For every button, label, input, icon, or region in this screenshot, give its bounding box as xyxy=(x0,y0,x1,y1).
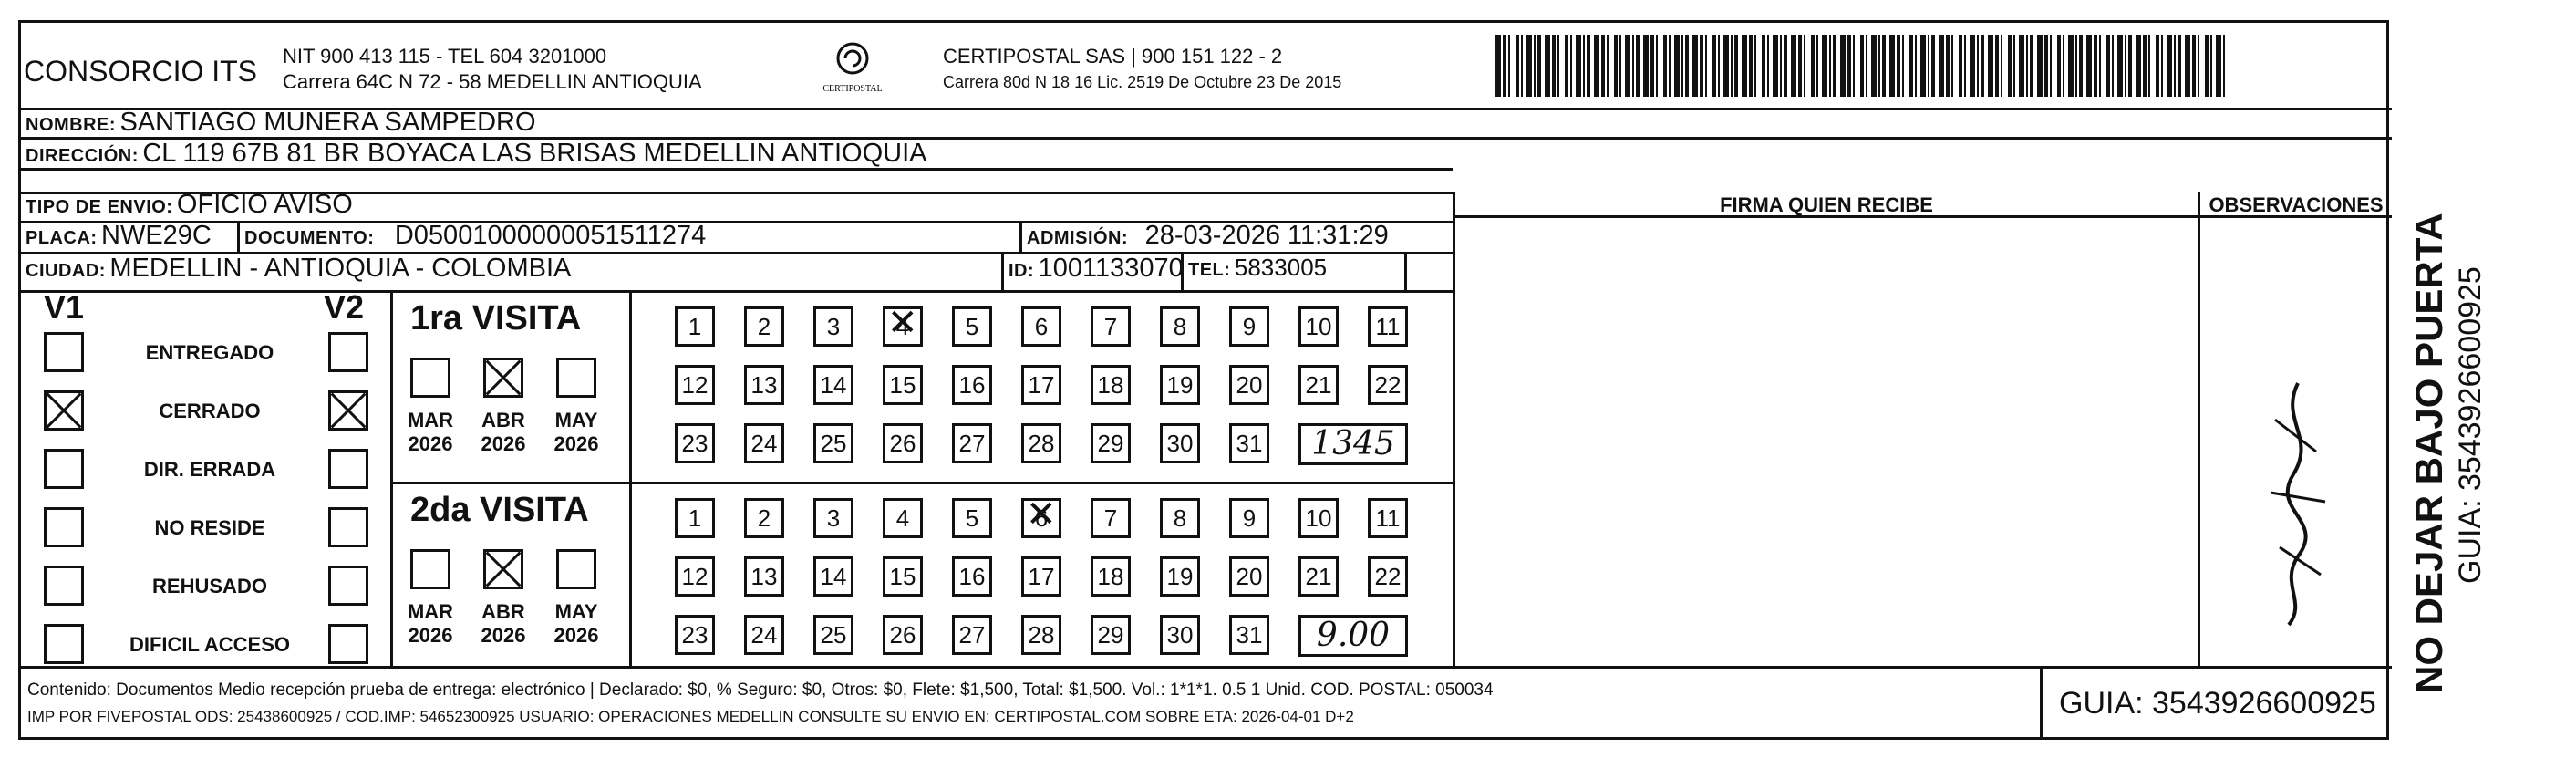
barcode-bar xyxy=(1594,35,1599,97)
month-label xyxy=(403,409,458,456)
day-box[interactable]: 2 xyxy=(744,306,784,347)
barcode-bar xyxy=(1619,35,1621,97)
day-box[interactable]: 26 xyxy=(883,615,923,655)
day-box[interactable]: 30 xyxy=(1160,423,1200,463)
day-box[interactable]: 6 ✕ xyxy=(1021,498,1061,538)
month-label xyxy=(549,409,604,456)
barcode-bar xyxy=(1882,35,1886,97)
day-box[interactable]: 6 xyxy=(1021,306,1061,347)
barcode-bar xyxy=(2112,35,2114,97)
v1-checkbox[interactable] xyxy=(44,566,84,606)
month-label xyxy=(549,600,604,648)
barcode-bar xyxy=(1833,35,1836,97)
barcode-bar xyxy=(1977,35,1979,97)
barcode-bar xyxy=(1669,35,1671,97)
barcode-bar xyxy=(2136,35,2141,97)
month-checkbox[interactable] xyxy=(556,549,596,589)
day-box[interactable]: 18 xyxy=(1091,365,1131,405)
month-label xyxy=(476,600,531,648)
tipo-row xyxy=(26,190,353,220)
visit-title: 1ra VISITA xyxy=(410,299,582,338)
month-checkbox[interactable] xyxy=(556,358,596,398)
tel-field xyxy=(1188,254,1327,282)
day-box[interactable]: 11 xyxy=(1368,498,1408,538)
day-box[interactable]: 27 xyxy=(952,615,992,655)
day-box[interactable]: 22 xyxy=(1368,365,1408,405)
day-box[interactable]: 29 xyxy=(1091,423,1131,463)
no-dejar-warning: NO DEJAR BAJO PUERTA xyxy=(2407,213,2450,693)
footer-guia: GUIA: 3543926600925 xyxy=(2059,686,2376,721)
day-box[interactable]: 19 xyxy=(1160,365,1200,405)
day-box[interactable]: 8 xyxy=(1160,306,1200,347)
v2-checkbox[interactable] xyxy=(328,566,368,606)
barcode-bar xyxy=(2117,35,2123,97)
barcode-bar xyxy=(1939,35,1944,97)
v1-checkbox[interactable] xyxy=(44,624,84,664)
barcode-bar xyxy=(2223,35,2225,97)
barcode-bar xyxy=(2216,35,2221,97)
barcode-bar xyxy=(1784,35,1787,97)
barcode-bar xyxy=(2128,35,2132,97)
barcode-bar xyxy=(1587,35,1590,97)
barcode-bar xyxy=(2161,35,2163,97)
barcode-bar xyxy=(1723,35,1729,97)
barcode-bar xyxy=(2026,35,2028,97)
barcode-bar xyxy=(2198,35,2199,97)
direccion-value: CL 119 67B 81 BR BOYACA LAS BRISAS MEDELLIN ANTIOQUIA xyxy=(142,139,927,168)
barcode-bar xyxy=(1663,35,1667,97)
admision-value: 28-03-2026 11:31:29 xyxy=(1144,221,1389,250)
status-label: DIR. ERRADA xyxy=(143,458,276,481)
barcode-bar xyxy=(1840,35,1846,97)
barcode-bar xyxy=(1495,35,1501,97)
day-box[interactable]: 13 xyxy=(744,556,784,597)
barcode-bar xyxy=(1909,35,1913,97)
barcode-bar xyxy=(1570,35,1572,97)
barcode-bar xyxy=(1712,35,1716,97)
ciudad-field xyxy=(26,254,571,284)
barcode-bar xyxy=(2174,35,2176,97)
barcode-bar xyxy=(1749,35,1753,97)
v2-checkbox[interactable] xyxy=(328,449,368,489)
day-box[interactable]: 24 xyxy=(744,423,784,463)
day-box[interactable]: 21 xyxy=(1298,365,1339,405)
barcode-bar xyxy=(1995,35,1999,97)
nombre-value: SANTIAGO MUNERA SAMPEDRO xyxy=(119,108,536,137)
direccion-row xyxy=(26,139,927,169)
day-box[interactable]: 17 xyxy=(1021,556,1061,597)
barcode-bar xyxy=(2148,35,2150,97)
barcode-bar xyxy=(2185,35,2190,97)
handwritten-time: 9.00 xyxy=(1298,615,1408,657)
day-box[interactable]: 29 xyxy=(1091,615,1131,655)
status-label: NO RESIDE xyxy=(154,516,265,539)
barcode-bar xyxy=(1674,35,1680,97)
footer-line-2: IMP POR FIVEPOSTAL ODS: 25438600925 / COD.IMP: 54652300925 USUARIO: OPERACIONES MEDELLIN CONSULTE SU ENVIO EN: CERTIPOSTAL.COM SOBRE ETA: 2026-04-01 D+2 xyxy=(27,708,1354,725)
barcode-bar xyxy=(1767,35,1769,97)
month-name: MAY xyxy=(554,600,598,623)
tel-value: 5833005 xyxy=(1234,254,1328,281)
placa-label: PLACA: xyxy=(26,228,98,248)
day-box[interactable]: 27 xyxy=(952,423,992,463)
documento-label: DOCUMENTO: xyxy=(244,228,375,248)
barcode-bar xyxy=(1731,35,1733,97)
day-box[interactable]: 12 xyxy=(675,556,715,597)
barcode-bar xyxy=(2156,35,2159,97)
barcode-bar xyxy=(1718,35,1720,97)
day-box[interactable]: 19 xyxy=(1160,556,1200,597)
barcode-bar xyxy=(1607,35,1609,97)
barcode-bar xyxy=(1557,35,1559,97)
observaciones-header: OBSERVACIONES xyxy=(2209,193,2384,216)
day-box[interactable]: 2 xyxy=(744,498,784,538)
day-box[interactable]: 24 xyxy=(744,615,784,655)
v1-checkbox[interactable] xyxy=(44,507,84,547)
barcode-bar xyxy=(1964,35,1966,97)
barcode-bar xyxy=(1946,35,1950,97)
month-year: 2026 xyxy=(408,624,453,647)
barcode-bar xyxy=(2044,35,2048,97)
barcode-bar xyxy=(1816,35,1818,97)
barcode-bar xyxy=(2050,35,2052,97)
barcode-bar xyxy=(2094,35,2097,97)
barcode-bar xyxy=(1625,35,1630,97)
barcode-bar xyxy=(1959,35,1962,97)
month-label xyxy=(476,409,531,456)
barcode-bar xyxy=(2099,35,2101,97)
id-value: 1001133070 xyxy=(1038,254,1184,283)
barcode-bar xyxy=(1656,35,1658,97)
barcode-bar xyxy=(1508,35,1510,97)
barcode-bar xyxy=(1871,35,1877,97)
tel-label: TEL: xyxy=(1188,260,1231,280)
documento-field xyxy=(244,221,706,251)
day-box[interactable]: 15 xyxy=(883,556,923,597)
certipostal-logo-icon xyxy=(812,38,894,97)
barcode-bar xyxy=(1576,35,1581,97)
tipo-value: OFICIO AVISO xyxy=(176,190,353,219)
day-box[interactable]: 28 xyxy=(1021,423,1061,463)
barcode-bar xyxy=(1847,35,1851,97)
month-year: 2026 xyxy=(481,432,526,455)
v1-checkbox[interactable] xyxy=(44,332,84,372)
barcode-bar xyxy=(1811,35,1815,97)
month-name: MAR xyxy=(407,600,454,623)
barcode-bar xyxy=(2106,35,2110,97)
barcode-bar xyxy=(1981,35,1984,97)
day-box[interactable]: 5 xyxy=(952,498,992,538)
barcode-bar xyxy=(1503,35,1506,97)
barcode-bar xyxy=(2068,35,2074,97)
barcode-bar xyxy=(1650,35,1654,97)
barcode-bar xyxy=(1860,35,1864,97)
day-box[interactable]: 14 xyxy=(813,365,853,405)
certi-line: CERTIPOSTAL SAS | 900 151 122 - 2 xyxy=(943,45,1283,68)
barcode-bar xyxy=(2210,35,2212,97)
barcode-bar xyxy=(1773,35,1778,97)
placa-field xyxy=(26,221,212,251)
month-name: MAY xyxy=(554,409,598,431)
handwritten-time: 1345 xyxy=(1298,423,1408,465)
admision-label: ADMISIÓN: xyxy=(1027,228,1129,248)
day-box[interactable]: 10 xyxy=(1298,306,1339,347)
barcode-bar xyxy=(1762,35,1765,97)
barcode-bar xyxy=(2192,35,2196,97)
barcode-bar xyxy=(1526,35,1532,97)
month-checkbox[interactable] xyxy=(410,549,450,589)
barcode-bar xyxy=(1754,35,1756,97)
barcode-bar xyxy=(1583,35,1585,97)
day-box[interactable]: 8 xyxy=(1160,498,1200,538)
day-box[interactable]: 28 xyxy=(1021,615,1061,655)
day-box[interactable]: 9 xyxy=(1229,306,1269,347)
ciudad-label: CIUDAD: xyxy=(26,261,106,281)
barcode-bar xyxy=(2167,35,2172,97)
barcode-bar xyxy=(1780,35,1782,97)
barcode-bar xyxy=(2205,35,2209,97)
day-box[interactable]: 9 xyxy=(1229,498,1269,538)
day-box[interactable]: 30 xyxy=(1160,615,1200,655)
barcode-bar xyxy=(1521,35,1523,97)
certipostal-info xyxy=(943,44,1341,95)
barcode-bar xyxy=(1853,35,1855,97)
barcode-bar xyxy=(2030,35,2033,97)
barcode-bar xyxy=(1601,35,1605,97)
visit-title: 2da VISITA xyxy=(410,491,589,529)
month-year: 2026 xyxy=(481,624,526,647)
company-info xyxy=(283,44,702,95)
placa-value: NWE29C xyxy=(101,221,212,250)
admision-field xyxy=(1027,221,1389,251)
barcode-bar xyxy=(2079,35,2083,97)
barcode-bar xyxy=(1804,35,1805,97)
day-box[interactable]: 23 xyxy=(675,615,715,655)
barcode-bar xyxy=(1920,35,1926,97)
day-box[interactable]: 1 xyxy=(675,306,715,347)
day-box[interactable]: 11 xyxy=(1368,306,1408,347)
day-box[interactable]: 4 ✕ xyxy=(883,306,923,347)
barcode-bar xyxy=(1915,35,1917,97)
id-label: ID: xyxy=(1009,261,1035,281)
month-name: ABR xyxy=(481,600,525,623)
month-year: 2026 xyxy=(553,432,599,455)
barcode-bar xyxy=(1516,35,1519,97)
barcode-bar xyxy=(1534,35,1536,97)
address-line: Carrera 64C N 72 - 58 MEDELLIN ANTIOQUIA xyxy=(283,70,702,93)
logo-text: CERTIPOSTAL xyxy=(822,84,883,94)
barcode xyxy=(1495,35,2225,97)
month-checkbox[interactable] xyxy=(483,549,523,589)
status-label: DIFICIL ACCESO xyxy=(129,633,290,656)
firma-header: FIRMA QUIEN RECIBE xyxy=(1720,193,1933,216)
documento-value: D05001000000051511274 xyxy=(394,221,707,250)
barcode-bar xyxy=(1636,35,1640,97)
status-label: REHUSADO xyxy=(152,575,267,597)
v1-header: V1 xyxy=(44,288,85,326)
barcode-bar xyxy=(1632,35,1634,97)
month-name: MAR xyxy=(407,409,454,431)
day-box[interactable]: 14 xyxy=(813,556,853,597)
barcode-bar xyxy=(1565,35,1568,97)
day-box[interactable]: 25 xyxy=(813,615,853,655)
barcode-bar xyxy=(2057,35,2061,97)
barcode-bar xyxy=(1614,35,1618,97)
footer-line-1: Contenido: Documentos Medio recepción prueba de entrega: electrónico | Declarado: $0, % Seguro: $0, Otros: $0, Flete: $1,500, Total: $1,500. Vol.: 1*1*1. 0.5 1 Unid. COD. POSTAL: 050034 xyxy=(27,680,1494,700)
day-box[interactable]: 10 xyxy=(1298,498,1339,538)
day-box[interactable]: 5 xyxy=(952,306,992,347)
barcode-bar xyxy=(1705,35,1707,97)
barcode-bar xyxy=(1791,35,1796,97)
barcode-bar xyxy=(1988,35,1993,97)
barcode-bar xyxy=(1897,35,1900,97)
month-checkbox[interactable] xyxy=(483,358,523,398)
day-box[interactable]: 4 xyxy=(883,498,923,538)
barcode-bar xyxy=(2001,35,2002,97)
barcode-bar xyxy=(1643,35,1649,97)
day-box[interactable]: 16 xyxy=(952,556,992,597)
certi-address: Carrera 80d N 18 16 Lic. 2519 De Octubre 23 De 2015 xyxy=(943,73,1342,91)
month-year: 2026 xyxy=(408,432,453,455)
barcode-bar xyxy=(2008,35,2012,97)
month-year: 2026 xyxy=(553,624,599,647)
barcode-bar xyxy=(1700,35,1703,97)
day-box[interactable]: 23 xyxy=(675,423,715,463)
day-box[interactable]: 7 xyxy=(1091,306,1131,347)
barcode-bar xyxy=(1822,35,1827,97)
barcode-bar xyxy=(1734,35,1738,97)
barcode-bar xyxy=(1692,35,1698,97)
day-box[interactable]: 16 xyxy=(952,365,992,405)
day-box[interactable]: 31 xyxy=(1229,615,1269,655)
barcode-bar xyxy=(1742,35,1747,97)
side-guia: GUIA: 3543926600925 xyxy=(2453,266,2488,584)
barcode-bar xyxy=(1681,35,1683,97)
tipo-label: TIPO DE ENVIO: xyxy=(26,197,173,217)
barcode-bar xyxy=(2125,35,2126,97)
day-box[interactable]: 1 xyxy=(675,498,715,538)
day-box[interactable]: 17 xyxy=(1021,365,1061,405)
barcode-bar xyxy=(1928,35,1929,97)
id-field xyxy=(1009,254,1184,284)
day-box[interactable]: 20 xyxy=(1229,365,1269,405)
barcode-bar xyxy=(2037,35,2043,97)
barcode-bar xyxy=(1889,35,1895,97)
signature xyxy=(2243,365,2353,629)
nombre-row xyxy=(26,108,536,138)
barcode-bar xyxy=(1951,35,1953,97)
v1-checkbox[interactable] xyxy=(44,449,84,489)
barcode-bar xyxy=(1866,35,1867,97)
barcode-bar xyxy=(2178,35,2181,97)
barcode-bar xyxy=(2013,35,2015,97)
ciudad-value: MEDELLIN - ANTIOQUIA - COLOMBIA xyxy=(109,254,572,283)
barcode-bar xyxy=(1685,35,1689,97)
month-checkbox[interactable] xyxy=(410,358,450,398)
status-label: ENTREGADO xyxy=(145,341,274,364)
nombre-label: NOMBRE: xyxy=(26,115,117,135)
day-box[interactable]: 18 xyxy=(1091,556,1131,597)
month-name: ABR xyxy=(481,409,525,431)
day-box[interactable]: 12 xyxy=(675,365,715,405)
barcode-bar xyxy=(2086,35,2092,97)
barcode-bar xyxy=(2019,35,2024,97)
day-box[interactable]: 3 xyxy=(813,498,853,538)
barcode-bar xyxy=(1552,35,1556,97)
barcode-bar xyxy=(1545,35,1550,97)
day-box[interactable]: 7 xyxy=(1091,498,1131,538)
day-box[interactable]: 13 xyxy=(744,365,784,405)
barcode-bar xyxy=(1829,35,1831,97)
status-label: CERRADO xyxy=(159,400,261,422)
day-box[interactable]: 20 xyxy=(1229,556,1269,597)
day-box[interactable]: 31 xyxy=(1229,423,1269,463)
v1-checkbox[interactable] xyxy=(44,390,84,431)
barcode-bar xyxy=(2063,35,2064,97)
day-box[interactable]: 15 xyxy=(883,365,923,405)
v2-checkbox[interactable] xyxy=(328,507,368,547)
month-label xyxy=(403,600,458,648)
barcode-bar xyxy=(2075,35,2077,97)
day-box[interactable]: 25 xyxy=(813,423,853,463)
day-box[interactable]: 3 xyxy=(813,306,853,347)
barcode-bar xyxy=(1537,35,1541,97)
company-name: CONSORCIO ITS xyxy=(24,55,258,88)
direccion-label: DIRECCIÓN: xyxy=(26,146,139,166)
barcode-bar xyxy=(1798,35,1802,97)
day-box[interactable]: 21 xyxy=(1298,556,1339,597)
barcode-bar xyxy=(1878,35,1880,97)
barcode-bar xyxy=(1902,35,1904,97)
v2-checkbox[interactable] xyxy=(328,624,368,664)
barcode-bar xyxy=(1970,35,1975,97)
day-box[interactable]: 22 xyxy=(1368,556,1408,597)
barcode-bar xyxy=(2143,35,2147,97)
v2-checkbox[interactable] xyxy=(328,390,368,431)
day-box[interactable]: 26 xyxy=(883,423,923,463)
nit-line: NIT 900 413 115 - TEL 604 3201000 xyxy=(283,45,607,68)
v2-checkbox[interactable] xyxy=(328,332,368,372)
v2-header: V2 xyxy=(324,288,365,326)
barcode-bar xyxy=(1931,35,1935,97)
